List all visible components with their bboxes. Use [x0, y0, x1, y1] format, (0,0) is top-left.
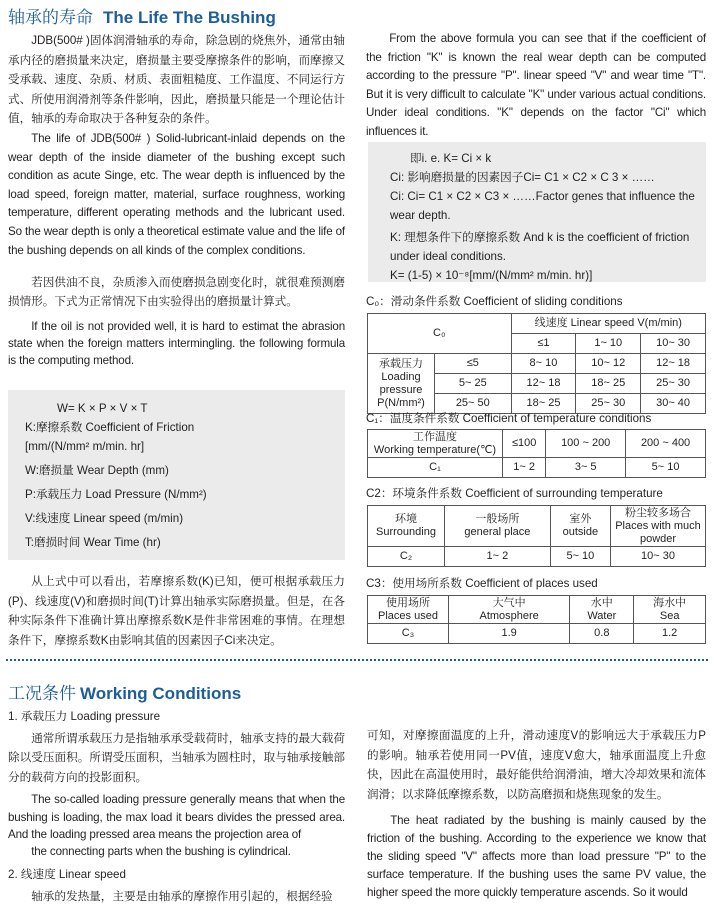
c0-speed-col: ≤1 [511, 334, 576, 354]
c0-cell: 12~ 18 [641, 354, 706, 374]
c3-col [634, 596, 706, 624]
c3-col-en: Sea [659, 609, 680, 622]
para-en-oil: If the oil is not provided well, it is hard to estimat the abrasion state when the foreign matters intermingling. the following formula is the computing method. [8, 320, 345, 367]
c3-col-en: Atmosphere [479, 609, 539, 622]
c1-cell: 1~ 2 [503, 458, 546, 478]
c2-header-cn: 环境 [395, 513, 417, 525]
c3-header-cn: 使用场所 [386, 596, 430, 609]
c2-col [550, 506, 610, 547]
c2-header-en: Surrounding [376, 526, 436, 538]
c2-col-cn: 粉尘较多场合 [625, 506, 691, 519]
c2-table [367, 505, 706, 567]
section-title-life [8, 3, 276, 28]
c3-header-en: Places used [378, 609, 438, 622]
para-cn-life-wrap [8, 31, 345, 129]
ci-line4: K: 理想条件下的摩擦系数 And k is the coefficient of friction under ideal conditions. [390, 231, 690, 263]
right-en: The heat radiated by the bushing is mainly caused by the friction of the bushing. According to the experience we know that the sliding speed "V" affects more than load pressure "P" to the surface temperature. If the bushing uses the same PV value, the higher speed the more quickly temperature ascends. So it would [367, 814, 706, 900]
c3-col-cn: 海水中 [653, 596, 687, 609]
working-left [8, 707, 345, 906]
c3-cell: 0.8 [570, 624, 634, 644]
c0-cell: 18~ 25 [511, 394, 576, 414]
c0-row-label: 5~ 25 [435, 374, 512, 394]
formula-k: K:摩擦系数 Coefficient of Friction [25, 421, 195, 434]
section-title-working [8, 679, 241, 704]
title-cn: 工况条件 [8, 684, 76, 703]
c2-col-cn: 室外 [569, 513, 592, 525]
ph-3: pressure [379, 383, 423, 396]
c2-header [368, 506, 445, 547]
c0-row-label: ≤5 [435, 354, 512, 374]
formula-t: T:磨损时间 Wear Time (hr) [25, 536, 161, 549]
c3-cell: 1.9 [449, 624, 570, 644]
title-en: Working Conditions [80, 684, 242, 703]
formula-box [8, 390, 345, 560]
ci-line2: Ci: 影响磨损量的因素因子Ci= C1 × C2 × C 3 × …… [390, 171, 655, 184]
c0-table [367, 313, 706, 414]
formula-equation: W= K × P × V × T [57, 402, 148, 415]
c3-col-en: Water [587, 609, 617, 622]
c1-row-label: C₁ [368, 458, 503, 478]
para-cn-life: JDB(500# )固体润滑轴承的寿命，除急剧的烧焦外，通常由轴承内径的磨损量来决定，磨损量主要受摩擦条件的影响，而摩擦又受承载、速度、杂质、材质、表面粗糙度、工作温度、不同运行方式、所使用润滑剂等条件影响，因此，磨损量只能是一个理论估计值，轴承的寿命取决于各种复杂的条件。 [8, 34, 345, 126]
para-en-oil-wrap [8, 318, 345, 369]
c0-speed-col: 10~ 30 [641, 334, 706, 354]
title-cn: 轴承的寿命 [8, 8, 93, 27]
c2-cell: 10~ 30 [611, 547, 706, 567]
para-cn-oil-wrap [8, 273, 345, 311]
ph-2: Loading [381, 370, 421, 383]
c2-row-label: C₂ [368, 547, 445, 567]
c1-caption: C₁：温度条件系数 Coefficient of temperature conditions [366, 412, 652, 425]
ci-line5: K= (1-5) × 10⁻⁸[mm/(N/mm² m/min. hr)] [390, 269, 593, 282]
c2-caption: C2：环境条件系数 Coefficient of surrounding temperature [366, 487, 663, 500]
c3-col [449, 596, 570, 624]
c0-speed-col: 1~ 10 [576, 334, 641, 354]
ph-1: 承载压力 [379, 357, 423, 370]
c2-col [611, 506, 706, 547]
c0-cell: 18~ 25 [576, 374, 641, 394]
c1-header [368, 430, 503, 458]
c2-cell: 1~ 2 [445, 547, 551, 567]
c0-cell: 25~ 30 [576, 394, 641, 414]
c3-cell: 1.2 [634, 624, 706, 644]
formula-w: W:磨损量 Wear Depth (mm) [25, 464, 169, 477]
c2-col-en: general place [464, 526, 531, 538]
c3-col-cn: 水中 [590, 596, 613, 609]
c3-caption: C3：使用场所系数 Coefficient of places used [366, 577, 598, 590]
c0-cell: 25~ 30 [641, 374, 706, 394]
para-cn-oil: 若因供油不良，杂质渗入而使磨损急剧变化时，就很难预测磨损情形。下式为正常情况下由实验得出的磨损量计算式。 [8, 276, 345, 308]
c3-col [570, 596, 634, 624]
right-column-top [366, 30, 706, 142]
para-en-life-wrap [8, 130, 345, 260]
c0-pressure-header [368, 354, 435, 414]
item1-en: The so-called loading pressure generally means that when the bushing is loading, the max load it bears divides the pressed area. And the loading pressed area means the projection area of [8, 793, 345, 841]
c2-col [445, 506, 551, 547]
c3-row-label: C₃ [368, 624, 449, 644]
c3-header [368, 596, 449, 624]
item1-heading: 1. 承载压力 Loading pressure [8, 710, 161, 723]
ph-4: P(N/mm²) [377, 396, 425, 409]
c0-corner: C₀ [368, 314, 512, 354]
c1-col: ≤100 [503, 430, 546, 458]
c0-cell: 30~ 40 [641, 394, 706, 414]
ci-line3: Ci: Ci= C1 × C2 × C3 × ……Factor genes that influence the wear depth. [390, 190, 695, 222]
ci-line1: 即i. e. K= Ci × k [410, 152, 492, 165]
c1-table [367, 429, 706, 478]
c2-col-en: outside [562, 526, 599, 538]
dotted-divider [6, 659, 708, 661]
c1-col: 200 ~ 400 [626, 430, 706, 458]
para-en-formula-explain: From the above formula you can see that if the coefficient of the friction "K" is known the real wear depth can be computed according to the pressure "P". linear speed "V" and wear time "T". But it is very difficult to calculate "K" under various actual conditions. Under ideal conditions. "K" depends on the factor "Ci" which influences it. [366, 32, 706, 138]
c0-speed-header: 线速度 Linear speed V(m/min) [511, 314, 705, 334]
c0-cell: 12~ 18 [511, 374, 576, 394]
item1-en2: the connecting parts when the bushing is cylindrical. [31, 844, 291, 858]
c1-header-cn: 工作温度 [413, 430, 457, 443]
c0-cell: 10~ 12 [576, 354, 641, 374]
item1-cn: 通常所谓承载压力是指轴承承受载荷时，轴承支持的最大载荷除以受压面积。所谓受压面积，当轴承为圆柱时，取与轴承接触部分的载荷方向的投影面积。 [8, 731, 345, 784]
c1-cell: 5~ 10 [626, 458, 706, 478]
formula-k-unit: [mm/(N/mm² m/min. hr] [25, 440, 145, 453]
para-cn-formula-explain: 从上式中可以看出，若摩擦系数(K)已知，便可根据承载压力(P)、线速度(V)和磨损时间(T)计算出轴承实际磨损量。但是，在各种实际条件下准确计算出摩擦系数K是件非常困难的事情。在理想条件下，摩擦系数K由影响其值的因素因子Ci来决定。 [8, 575, 345, 647]
para-en-life: The life of JDB(500# ) Solid-lubricant-inlaid depends on the wear depth of the inside diameter of the bushing except such condition as acute Singe, etc. The wear depth is influenced by the load speed, foreign matter, material, surface roughness, working temperature, different operating methods and the lubricant used. So the wear depth is only a theoretical estimate value and the life of the bushing depends on all kinds of the complex conditions. [8, 132, 345, 257]
c0-row-label: 25~ 50 [435, 394, 512, 414]
c0-caption: C₀：滑动条件系数 Coefficient of sliding conditions [366, 295, 623, 308]
formula-p: P:承载压力 Load Pressure (N/mm²) [25, 488, 207, 501]
c1-col: 100 ~ 200 [546, 430, 626, 458]
c0-cell: 8~ 10 [511, 354, 576, 374]
c3-table [367, 595, 706, 644]
formula-box-ci [368, 142, 706, 282]
c1-cell: 3~ 5 [546, 458, 626, 478]
right-cn: 可知，对摩擦面温度的上升，滑动速度V的影响远大于承载压力P的影响。轴承若使用同一PV值，速度V愈大，轴承面温度上升愈快，因此在高温使用时，最好能供给润滑油，增大冷却效果和流体润滑；以求降低摩擦系数，以防高磨损和烧焦现象的发生。 [367, 729, 706, 801]
c2-col-en: Places with much powder [615, 519, 701, 545]
c1-header-en: Working temperature(℃) [373, 443, 497, 456]
working-right [367, 726, 706, 902]
c2-cell: 5~ 10 [550, 547, 610, 567]
c2-col-cn: 一般场所 [475, 513, 520, 525]
c3-col-cn: 大气中 [492, 596, 526, 609]
para-cn-formula-explain-wrap [8, 572, 345, 650]
formula-v: V:线速度 Linear speed (m/min) [25, 512, 184, 525]
item2-heading: 2. 线速度 Linear speed [8, 868, 126, 882]
title-en: The Life The Bushing [103, 8, 276, 27]
item2-cn: 轴承的发热量，主要是由轴承的摩擦作用引起的，根据经验 [31, 889, 333, 903]
